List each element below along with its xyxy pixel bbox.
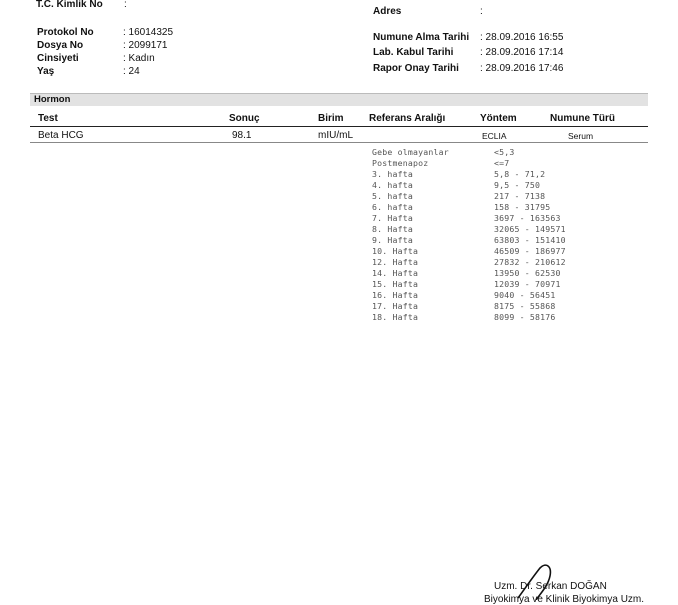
reference-range-value: <5,3 [494, 147, 515, 157]
protokol-label: Protokol No [37, 27, 94, 38]
cinsiyet-value: : Kadın [123, 53, 155, 64]
reference-range-value: 32065 - 149571 [494, 224, 566, 234]
reference-range-label: 12. Hafta [372, 257, 419, 267]
reference-range-label: 4. hafta [372, 180, 414, 190]
kabul-tarihi-value: : 28.09.2016 17:14 [480, 47, 564, 58]
adres-label: Adres [373, 6, 402, 17]
tc-kimlik-value: : [124, 0, 127, 10]
reference-range-label: 17. Hafta [372, 301, 419, 311]
col-header-test: Test [38, 113, 58, 124]
tc-kimlik-label: T.C. Kimlik No [36, 0, 103, 10]
reference-range-value: 9,5 - 750 [494, 180, 541, 190]
reference-range-label: 7. Hafta [372, 213, 414, 223]
reference-range-value: 217 - 7138 [494, 191, 546, 201]
row-yontem: ECLIA [482, 131, 507, 141]
reference-range-value: 63803 - 151410 [494, 235, 566, 245]
reference-range-label: 10. Hafta [372, 246, 419, 256]
signature-scribble-icon [510, 560, 570, 600]
section-title: Hormon [34, 94, 71, 105]
reference-range-value: 46509 - 186977 [494, 246, 566, 256]
reference-range-label: 18. Hafta [372, 312, 419, 322]
row-birim: mIU/mL [318, 130, 353, 141]
reference-range-value: 158 - 31795 [494, 202, 551, 212]
col-header-numune: Numune Türü [550, 113, 615, 124]
reference-range-value: 8175 - 55868 [494, 301, 556, 311]
reference-range-value: 3697 - 163563 [494, 213, 561, 223]
reference-range-label: 16. Hafta [372, 290, 419, 300]
col-header-yontem: Yöntem [480, 113, 517, 124]
reference-range-label: 15. Hafta [372, 279, 419, 289]
doctor-name: Uzm. Dr. Serkan DOĞAN [494, 581, 607, 592]
onay-tarihi-value: : 28.09.2016 17:46 [480, 63, 564, 74]
doctor-title: Biyokimya ve Klinik Biyokimya Uzm. [484, 594, 645, 605]
reference-range-label: Gebe olmayanlar [372, 147, 449, 157]
reference-range-value: 8099 - 58176 [494, 312, 556, 322]
reference-range-value: <=7 [494, 158, 510, 168]
col-header-birim: Birim [318, 113, 344, 124]
reference-range-value: 5,8 - 71,2 [494, 169, 546, 179]
alma-tarihi-label: Numune Alma Tarihi [373, 32, 470, 43]
kabul-tarihi-label: Lab. Kabul Tarihi [373, 47, 454, 58]
reference-range-label: 9. Hafta [372, 235, 414, 245]
cinsiyet-label: Cinsiyeti [37, 53, 79, 64]
row-sonuc: 98.1 [232, 130, 252, 141]
row-numune: Serum [568, 131, 594, 141]
col-header-sonuc: Sonuç [229, 113, 260, 124]
row-divider [30, 142, 648, 143]
header-divider [30, 126, 648, 127]
col-header-referans: Referans Aralığı [369, 113, 446, 124]
reference-range-label: 3. hafta [372, 169, 414, 179]
row-test: Beta HCG [38, 130, 84, 141]
reference-range-list [372, 147, 602, 327]
reference-range-value: 13950 - 62530 [494, 268, 561, 278]
onay-tarihi-label: Rapor Onay Tarihi [373, 63, 459, 74]
yas-label: Yaş [37, 66, 55, 77]
adres-value: : [480, 6, 483, 17]
dosya-label: Dosya No [37, 40, 84, 51]
protokol-value: : 16014325 [123, 27, 174, 38]
reference-range-value: 12039 - 70971 [494, 279, 561, 289]
reference-range-label: 6. hafta [372, 202, 414, 212]
reference-range-value: 9040 - 56451 [494, 290, 556, 300]
reference-range-label: 14. Hafta [372, 268, 419, 278]
reference-range-label: 5. hafta [372, 191, 414, 201]
dosya-value: : 2099171 [123, 40, 168, 51]
alma-tarihi-value: : 28.09.2016 16:55 [480, 32, 564, 43]
reference-range-value: 27832 - 210612 [494, 257, 566, 267]
section-header [30, 93, 648, 106]
reference-range-label: 8. Hafta [372, 224, 414, 234]
reference-range-label: Postmenapoz [372, 158, 429, 168]
yas-value: : 24 [123, 66, 140, 77]
